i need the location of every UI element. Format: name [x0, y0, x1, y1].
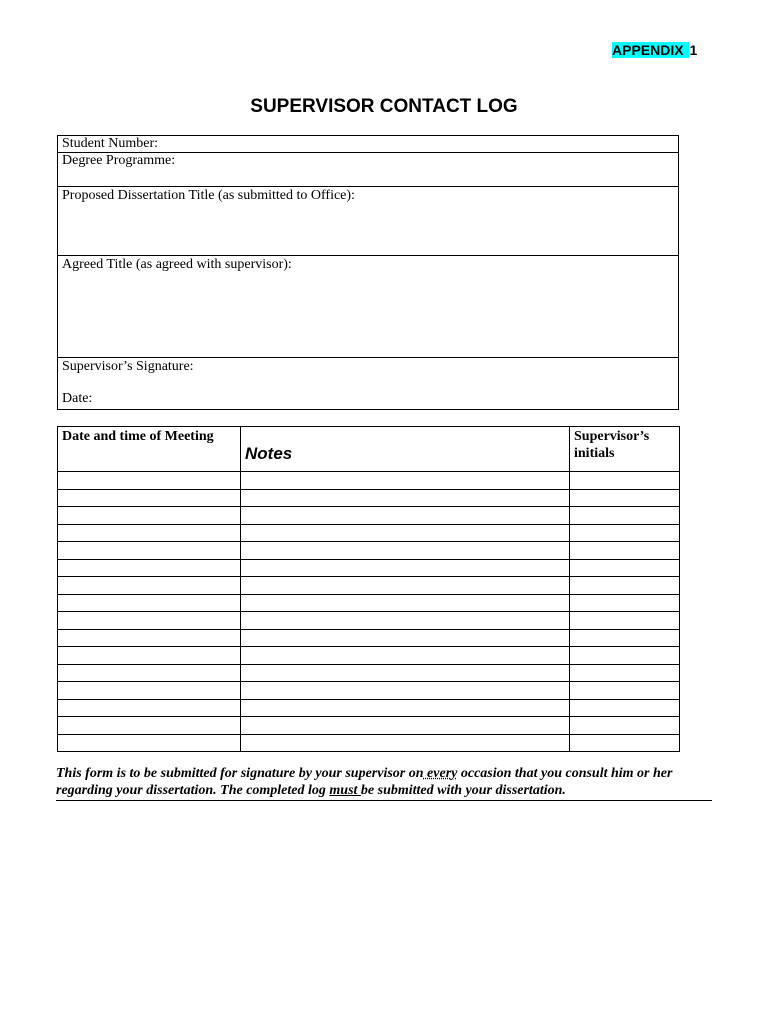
initials-cell[interactable] — [570, 734, 680, 752]
date-time-cell[interactable] — [58, 699, 241, 717]
footer-text-1: This form is to be submitted for signature by your supervisor on — [56, 766, 424, 781]
notes-cell[interactable] — [241, 524, 570, 542]
proposed-title-field[interactable]: Proposed Dissertation Title (as submitted to Office): — [58, 187, 679, 256]
date-field[interactable]: Date: — [62, 391, 93, 406]
initials-cell[interactable] — [570, 699, 680, 717]
initials-cell[interactable] — [570, 524, 680, 542]
date-time-cell[interactable] — [58, 664, 241, 682]
footer-emphasis-every: every — [423, 766, 458, 781]
initials-cell[interactable] — [570, 594, 680, 612]
notes-cell[interactable] — [241, 629, 570, 647]
appendix-label — [612, 42, 697, 58]
table-row — [58, 612, 680, 630]
table-row — [58, 717, 680, 735]
date-time-cell[interactable] — [58, 734, 241, 752]
page-title: SUPERVISOR CONTACT LOG — [250, 96, 518, 117]
table-header-row — [58, 427, 680, 472]
notes-cell[interactable] — [241, 682, 570, 700]
date-time-cell[interactable] — [58, 682, 241, 700]
initials-cell[interactable] — [570, 629, 680, 647]
date-time-cell[interactable] — [58, 524, 241, 542]
initials-cell[interactable] — [570, 489, 680, 507]
notes-cell[interactable] — [241, 647, 570, 665]
notes-cell[interactable] — [241, 717, 570, 735]
date-time-cell[interactable] — [58, 629, 241, 647]
notes-cell[interactable] — [241, 542, 570, 560]
table-row — [58, 472, 680, 490]
date-time-cell[interactable] — [58, 507, 241, 525]
table-row — [58, 507, 680, 525]
notes-cell[interactable] — [241, 664, 570, 682]
notes-cell[interactable] — [241, 699, 570, 717]
signature-date-cell[interactable] — [58, 358, 679, 410]
initials-cell[interactable] — [570, 647, 680, 665]
date-time-cell[interactable] — [58, 542, 241, 560]
initials-cell[interactable] — [570, 664, 680, 682]
date-time-cell[interactable] — [58, 559, 241, 577]
notes-cell[interactable] — [241, 594, 570, 612]
degree-programme-field[interactable]: Degree Programme: — [58, 153, 679, 187]
initials-cell[interactable] — [570, 612, 680, 630]
date-time-cell[interactable] — [58, 472, 241, 490]
footer-text-3: be submitted with your dissertation. — [360, 783, 566, 798]
agreed-title-field[interactable]: Agreed Title (as agreed with supervisor): — [58, 256, 679, 358]
header-notes: Notes — [241, 427, 570, 472]
initials-cell[interactable] — [570, 577, 680, 595]
date-time-cell[interactable] — [58, 577, 241, 595]
notes-cell[interactable] — [241, 472, 570, 490]
table-row — [58, 542, 680, 560]
header-date-time: Date and time of Meeting — [58, 427, 241, 472]
notes-cell[interactable] — [241, 612, 570, 630]
initials-cell[interactable] — [570, 682, 680, 700]
table-row — [58, 524, 680, 542]
contact-log-table — [57, 426, 680, 752]
table-row — [58, 629, 680, 647]
date-time-cell[interactable] — [58, 594, 241, 612]
notes-cell[interactable] — [241, 489, 570, 507]
header-supervisor-initials: Supervisor’s initials — [570, 427, 680, 472]
notes-cell[interactable] — [241, 734, 570, 752]
date-time-cell[interactable] — [58, 717, 241, 735]
table-row — [58, 577, 680, 595]
initials-cell[interactable] — [570, 507, 680, 525]
footer-emphasis-must: must — [329, 783, 361, 798]
date-time-cell[interactable] — [58, 612, 241, 630]
supervisor-signature-field[interactable]: Supervisor’s Signature: — [62, 359, 194, 374]
initials-cell[interactable] — [570, 559, 680, 577]
footer-text-2: occasion that you consult him or her regarding your dissertation. The completed log — [56, 766, 673, 798]
student-number-field[interactable]: Student Number: — [58, 136, 679, 153]
table-row — [58, 699, 680, 717]
table-row — [58, 647, 680, 665]
student-info-form — [57, 135, 679, 410]
table-row — [58, 682, 680, 700]
appendix-number: 1 — [689, 42, 698, 58]
notes-cell[interactable] — [241, 577, 570, 595]
initials-cell[interactable] — [570, 717, 680, 735]
table-row — [58, 664, 680, 682]
initials-cell[interactable] — [570, 542, 680, 560]
table-row — [58, 559, 680, 577]
date-time-cell[interactable] — [58, 489, 241, 507]
notes-cell[interactable] — [241, 507, 570, 525]
table-row — [58, 489, 680, 507]
log-body — [58, 472, 680, 752]
table-row — [58, 594, 680, 612]
initials-cell[interactable] — [570, 472, 680, 490]
notes-cell[interactable] — [241, 559, 570, 577]
footer-note — [56, 765, 712, 801]
date-time-cell[interactable] — [58, 647, 241, 665]
appendix-highlight: APPENDIX — [612, 42, 688, 58]
table-row — [58, 734, 680, 752]
